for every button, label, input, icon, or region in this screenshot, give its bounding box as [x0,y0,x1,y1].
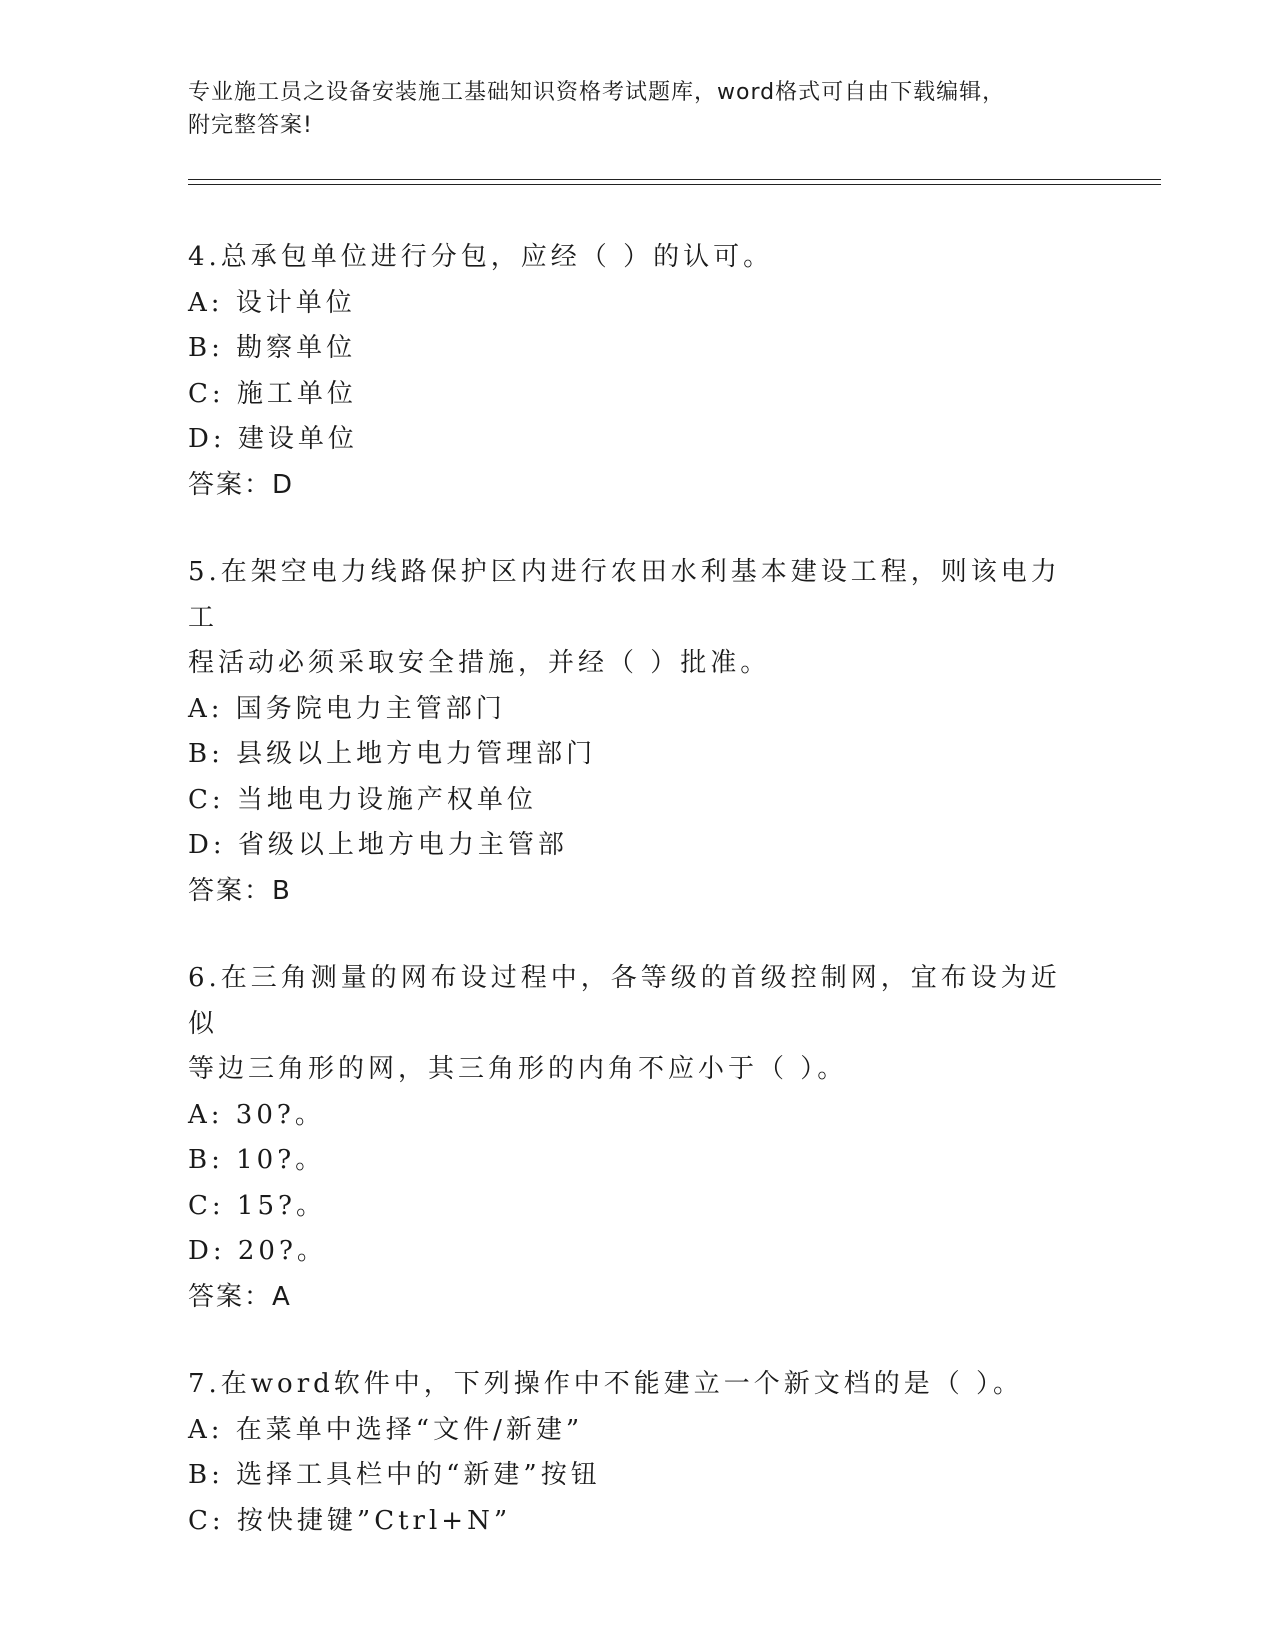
option-c: C: 当地电力设施产权单位 [188,784,537,815]
question-stem-continued: 等边三角形的网，其三角形的内角不应小于（ ）。 [188,1054,848,1084]
option-d: D: 建设单位 [188,424,358,454]
answer: 答案：B [188,875,292,906]
header-divider-top [188,179,1161,180]
option-a: A: 国务院电力主管部门 [188,693,506,724]
question-4 [188,235,1088,508]
header-divider-bottom [188,184,1161,185]
option-c: C: 施工单位 [188,378,357,409]
question-5 [188,550,1088,914]
question-list [188,235,1088,1586]
header-line-1: 专业施工员之设备安装施工基础知识资格考试题库，word格式可自由下载编辑， [188,80,1006,105]
question-6 [188,956,1088,1320]
question-7 [188,1362,1088,1544]
option-a: A: 在菜单中选择“文件/新建” [188,1414,584,1445]
option-a: A: 设计单位 [188,287,356,318]
question-stem-continued: 程活动必须采取安全措施，并经（ ）批准。 [188,648,771,678]
document-header [188,76,1088,142]
option-b: B: 10?。 [188,1145,326,1175]
answer: 答案：A [188,1281,292,1312]
option-c: C: 15?。 [188,1190,326,1221]
question-stem: 7.在word软件中，下列操作中不能建立一个新文档的是（ ）。 [188,1369,1024,1399]
option-c: C: 按快捷键”Ctrl+N” [188,1505,512,1536]
option-d: D: 省级以上地方电力主管部 [188,830,568,860]
question-stem: 5.在架空电力线路保护区内进行农田水利基本建设工程，则该电力工 [188,557,1061,633]
option-b: B: 县级以上地方电力管理部门 [188,739,597,769]
option-d: D: 20?。 [188,1236,327,1266]
option-a: A: 30?。 [188,1099,325,1130]
option-b: B: 勘察单位 [188,333,357,363]
header-line-2: 附完整答案! [188,113,313,138]
question-stem: 6.在三角测量的网布设过程中，各等级的首级控制网，宜布设为近似 [188,963,1061,1039]
option-b: B: 选择工具栏中的“新建”按钮 [188,1460,601,1490]
answer: 答案：D [188,469,295,500]
question-stem: 4.总承包单位进行分包，应经（ ）的认可。 [188,242,774,272]
